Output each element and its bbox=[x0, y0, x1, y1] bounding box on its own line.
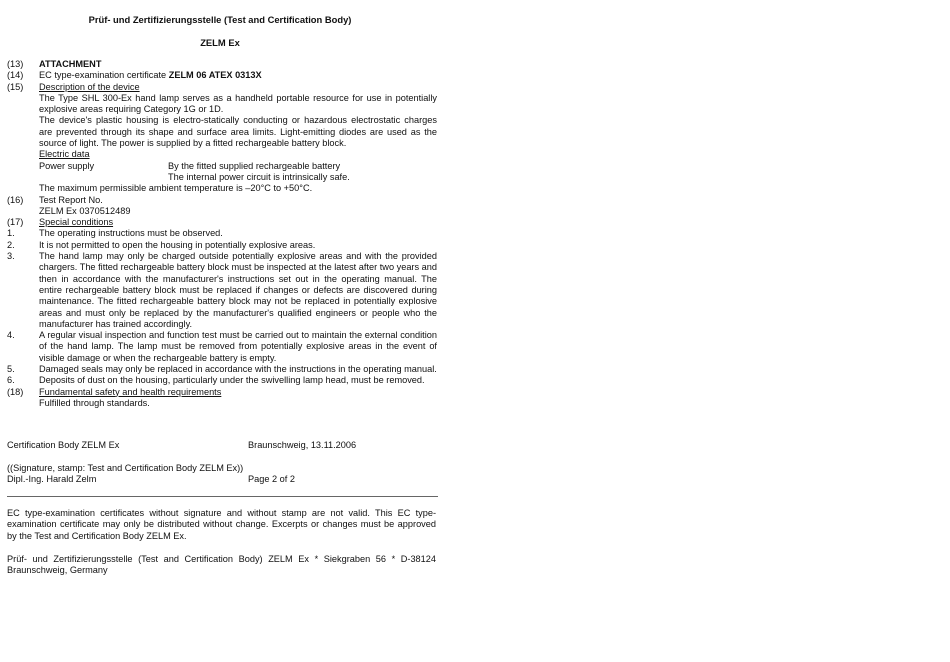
condition-item bbox=[7, 240, 437, 251]
condition-item bbox=[7, 364, 437, 375]
institution-header: Prüf- und Zertifizierungsstelle (Test and Certification Body) bbox=[88, 14, 352, 25]
section-18 bbox=[7, 387, 437, 410]
condition-number: 2. bbox=[7, 239, 15, 250]
condition-item bbox=[7, 251, 437, 330]
section-16 bbox=[7, 195, 437, 218]
description-paragraph-2: The device's plastic housing is electro-statically conducting or hazardous electrostatic charges are prevented through its shape and surface area limits. Light-emitting diodes are used as the source of light. The power is supplied by a fitted rechargeable battery block. bbox=[39, 115, 437, 149]
condition-text: The operating instructions must be observed. bbox=[39, 228, 223, 239]
test-report-number: ZELM Ex 0370512489 bbox=[39, 205, 131, 216]
stamp-row bbox=[7, 463, 437, 473]
ambient-temperature: The maximum permissible ambient temperature is –20°C to +50°C. bbox=[39, 183, 313, 194]
signature-stamp-note: ((Signature, stamp: Test and Certification Body ZELM Ex)) bbox=[7, 463, 244, 473]
power-supply-value-1: By the fitted supplied rechargeable battery bbox=[168, 160, 341, 171]
condition-number: 3. bbox=[7, 251, 15, 262]
section-15 bbox=[7, 82, 437, 195]
address-footer: Prüf- und Zertifizierungsstelle (Test and Certification Body) ZELM Ex * Siekgraben 56 * D-38124 Braunschweig, Germany bbox=[7, 554, 436, 576]
section-number: (16) bbox=[7, 194, 24, 205]
section-number: (18) bbox=[7, 386, 24, 397]
description-title: Description of the device bbox=[39, 81, 140, 92]
condition-text: It is not permitted to open the housing in potentially explosive areas. bbox=[39, 239, 316, 250]
condition-number: 6. bbox=[7, 375, 15, 386]
footer-divider bbox=[7, 496, 438, 497]
certificate-number: ZELM 06 ATEX 0313X bbox=[168, 70, 262, 81]
certification-body-row bbox=[7, 440, 437, 450]
signatory-name: Dipl.-Ing. Harald Zelm bbox=[7, 474, 97, 484]
description-paragraph-1: The Type SHL 300-Ex hand lamp serves as a handheld portable resource for use in potentially explosive areas requiring Category 1G or 1D. bbox=[39, 92, 437, 115]
certificate-label: EC type-examination certificate bbox=[39, 70, 169, 81]
condition-text: Damaged seals may only be replaced in accordance with the instructions in the operating manual. bbox=[39, 364, 437, 375]
condition-text: A regular visual inspection and function test must be carried out to maintain the external condition of the hand lamp. The lamp must be removed from potentially explosive areas in the event of visible damage or when the rechargeable battery is empty. bbox=[39, 330, 437, 363]
attachment-body bbox=[7, 59, 437, 409]
condition-text: The hand lamp may only be charged outside potentially explosive areas and with the provided chargers. The fitted rechargeable battery block must be inspected at the latest after two years and then in accordance with the manufacturer's instructions set out in the operating manual. The entire rechargeable battery block must be replaced if changes or defects are discovered during maintenance. The fitted rechargeable battery block may not be replaced in potentially explosive areas and must only be replaced by the manufacturer's qualified engineers or people who the manufacturer has trained accordingly. bbox=[39, 251, 437, 329]
special-conditions-title: Special conditions bbox=[39, 217, 114, 228]
condition-number: 4. bbox=[7, 330, 15, 341]
body-name-header: ZELM Ex bbox=[200, 37, 240, 48]
section-number: (14) bbox=[7, 70, 24, 81]
power-supply-label: Power supply bbox=[39, 160, 95, 171]
electric-data-title: Electric data bbox=[39, 149, 90, 160]
place-date: Braunschweig, 13.11.2006 bbox=[248, 440, 357, 450]
section-number: (15) bbox=[7, 81, 24, 92]
page-number: Page 2 of 2 bbox=[248, 474, 295, 484]
condition-item bbox=[7, 330, 437, 364]
attachment-title: ATTACHMENT bbox=[39, 59, 102, 69]
section-number: (13) bbox=[7, 59, 24, 69]
safety-requirements-text: Fulfilled through standards. bbox=[39, 397, 150, 408]
section-17 bbox=[7, 217, 437, 228]
condition-item bbox=[7, 375, 437, 386]
safety-requirements-title: Fundamental safety and health requirements bbox=[39, 386, 222, 397]
signatory-row bbox=[7, 474, 437, 484]
power-supply-value-2: The internal power circuit is intrinsically safe. bbox=[168, 171, 350, 182]
condition-number: 1. bbox=[7, 228, 15, 239]
test-report-title: Test Report No. bbox=[39, 194, 103, 205]
validity-notice: EC type-examination certificates without signature and without stamp are not valid. This EC type-examination certificate may only be distributed without change. Excerpts or changes must be approved by the Test and Certification Body ZELM Ex. bbox=[7, 508, 436, 541]
condition-number: 5. bbox=[7, 364, 15, 375]
section-number: (17) bbox=[7, 217, 24, 228]
condition-item bbox=[7, 228, 437, 239]
condition-text: Deposits of dust on the housing, particularly under the swivelling lamp head, must be removed. bbox=[39, 375, 425, 386]
power-supply-row bbox=[39, 161, 437, 184]
section-14 bbox=[7, 70, 437, 81]
section-13 bbox=[7, 59, 437, 70]
certification-body: Certification Body ZELM Ex bbox=[7, 440, 120, 450]
